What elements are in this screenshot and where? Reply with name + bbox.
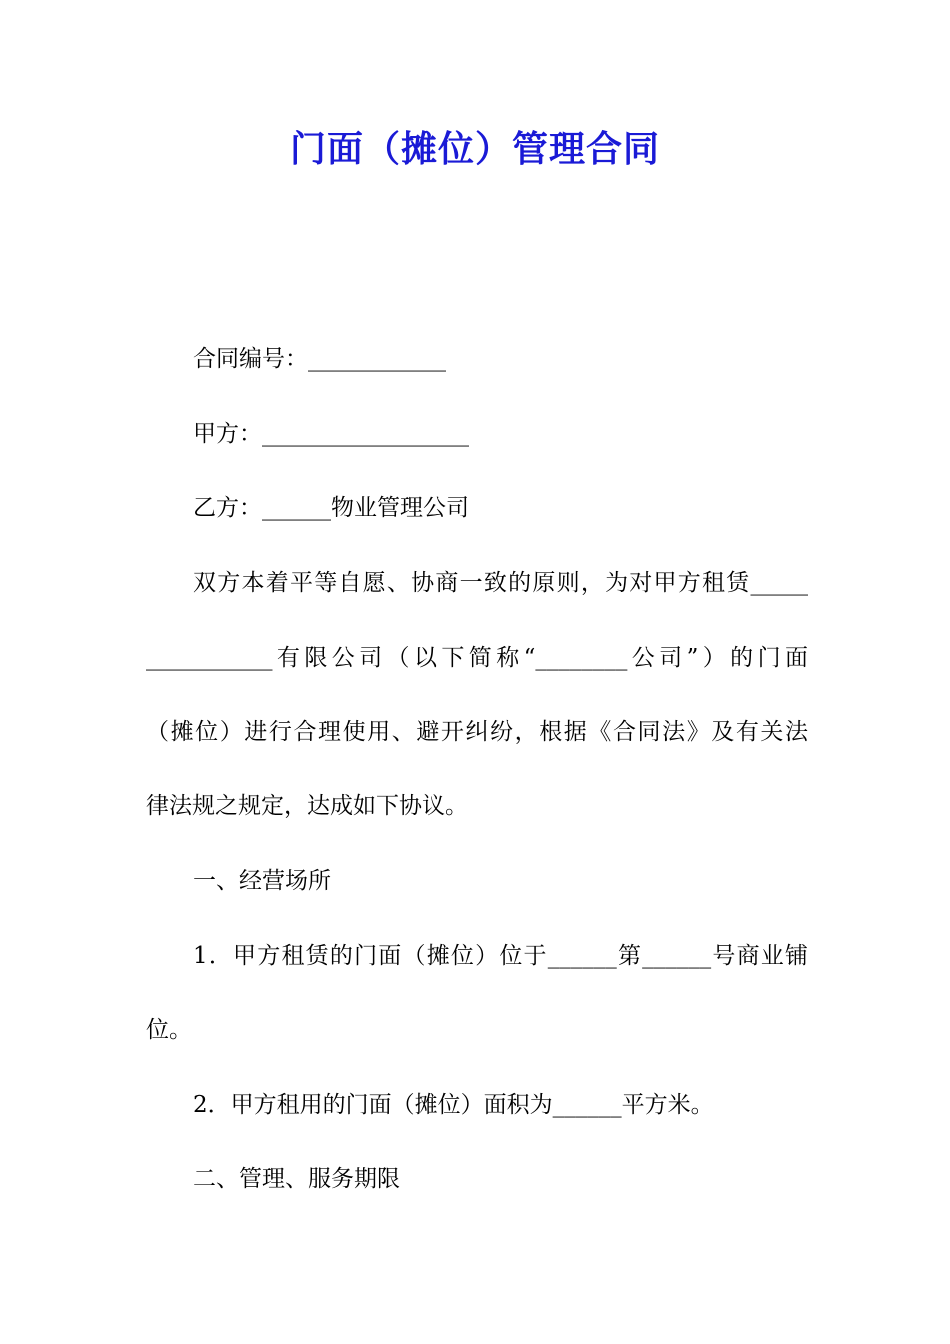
preamble-line-4: 律法规之规定，达成如下协议。 <box>146 793 468 819</box>
preamble-line-2: ___________有限公司（以下简称“________公司”）的门面 <box>146 645 808 671</box>
preamble-line-3: （摊位）进行合理使用、避开纠纷，根据《合同法》及有关法 <box>146 719 808 745</box>
section-heading-1: 一、经营场所 <box>193 868 331 894</box>
clause-1-line-2: 位。 <box>146 1017 192 1043</box>
document-title: 门面（摊位）管理合同 <box>289 129 660 170</box>
party-b-line: 乙方：______物业管理公司 <box>193 495 469 521</box>
contract-number-line: 合同编号：____________ <box>193 346 446 372</box>
clause-2-line: 2．甲方租用的门面（摊位）面积为______平方米。 <box>193 1092 714 1118</box>
preamble-line-1: 双方本着平等自愿、协商一致的原则，为对甲方租赁_____ <box>193 570 808 596</box>
section-heading-2: 二、管理、服务期限 <box>193 1166 400 1192</box>
party-a-line: 甲方：__________________ <box>193 421 469 447</box>
clause-1-line-1: 1．甲方租赁的门面（摊位）位于______第______号商业铺 <box>193 943 808 969</box>
